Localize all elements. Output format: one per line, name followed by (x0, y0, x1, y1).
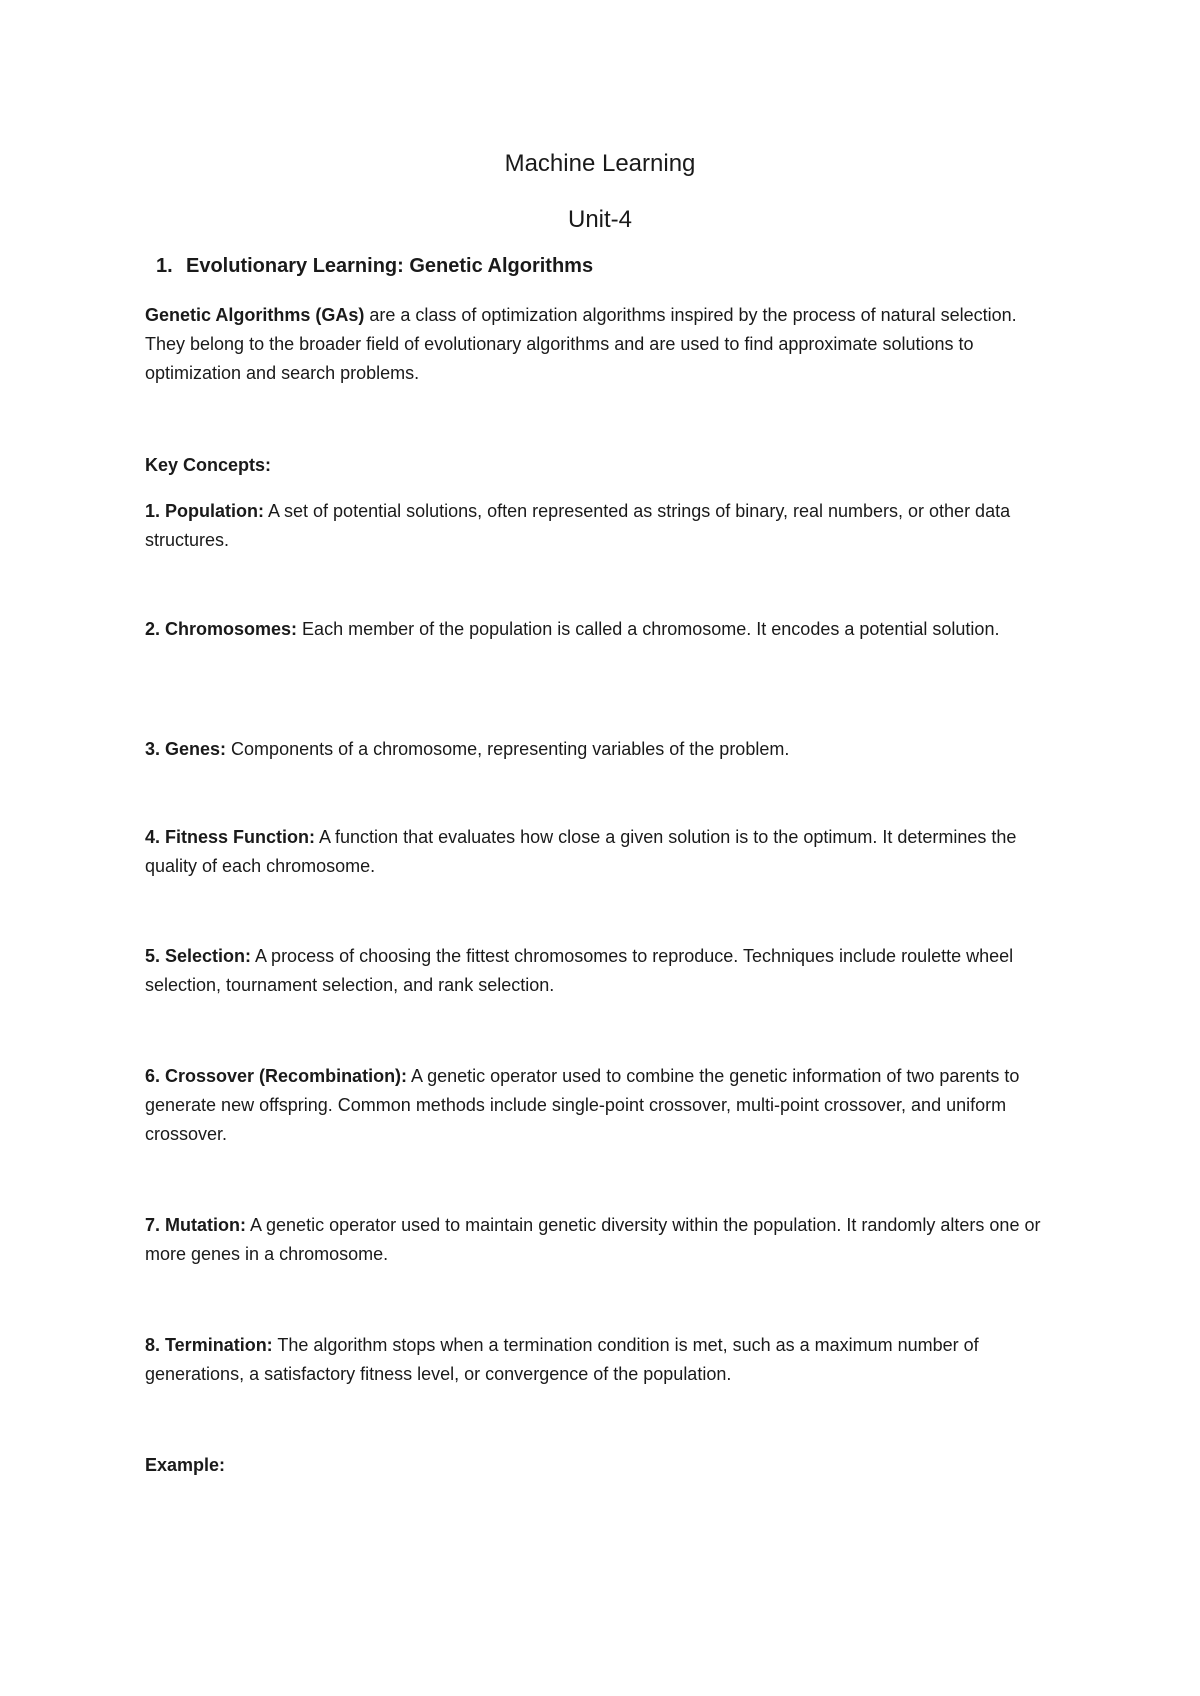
concept-term: 2. Chromosomes: (145, 619, 298, 639)
concept-term: 5. Selection: (145, 946, 252, 966)
section-title: Evolutionary Learning: Genetic Algorithms (186, 255, 594, 277)
concept-text: A set of potential solutions, often represented as strings of binary, real numbers, or other data structures. (145, 501, 1011, 550)
document-subtitle: Unit-4 (567, 206, 633, 233)
key-concepts-label-text: Key Concepts: (145, 455, 272, 475)
concept-text: A genetic operator used to maintain genetic diversity within the population. It randomly alters one or more genes in a chromosome. (145, 1215, 1041, 1264)
concept-term: 1. Population: (145, 501, 264, 521)
concept-term: 7. Mutation: (145, 1215, 246, 1235)
intro-paragraph (145, 301, 1045, 388)
key-concepts-label (145, 451, 1045, 480)
concept-text: Each member of the population is called a chromosome. It encodes a potential solution. (297, 619, 1000, 639)
concept-item (145, 615, 1045, 644)
intro-term: Genetic Algorithms (GAs) (145, 305, 365, 325)
concept-item (145, 823, 1045, 881)
intro-text: are a class of optimization algorithms inspired by the process of natural selection. They belong to the broader field of evolutionary algorithms and are used to find approximate solutions to optimization and search problems. (145, 305, 1017, 383)
concept-text: A function that evaluates how close a given solution is to the optimum. It determines the quality of each chromosome. (145, 827, 1017, 876)
concept-term: 6. Crossover (Recombination): (145, 1066, 408, 1086)
concept-item (145, 497, 1045, 555)
concept-item (145, 735, 1045, 764)
concept-item (145, 1331, 1045, 1389)
concept-term: 4. Fitness Function: (145, 827, 316, 847)
concept-item (145, 1211, 1045, 1269)
example-label-text: Example: (145, 1455, 226, 1475)
section-heading (156, 255, 594, 278)
concept-term: 3. Genes: (145, 739, 227, 759)
concept-item (145, 942, 1045, 1000)
concept-text: A genetic operator used to combine the genetic information of two parents to generate new offspring. Common methods include single-point crossover, multi-point crossover, and uniform crossover. (145, 1066, 1020, 1144)
document-title: Machine Learning (504, 150, 696, 177)
concept-text: A process of choosing the fittest chromosomes to reproduce. Techniques include roulette wheel selection, tournament selection, and rank selection. (145, 946, 1014, 995)
concept-text: Components of a chromosome, representing variables of the problem. (226, 739, 790, 759)
section-number: 1. (156, 255, 173, 277)
concept-term: 8. Termination: (145, 1335, 273, 1355)
concept-text: The algorithm stops when a termination condition is met, such as a maximum number of generations, a satisfactory fitness level, or convergence of the population. (145, 1335, 979, 1384)
concept-item (145, 1062, 1045, 1149)
example-label (145, 1451, 1045, 1480)
